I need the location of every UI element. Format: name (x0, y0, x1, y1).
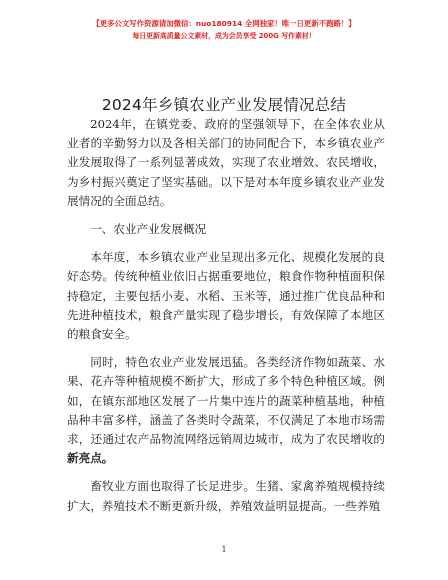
document-body (67, 115, 385, 525)
section-heading: 一、农业产业发展概况 (90, 222, 207, 237)
specialty-paragraph (67, 353, 385, 468)
specialty-paragraph-bold: 新亮点。 (67, 451, 114, 466)
specialty-paragraph-text: 同时，特色农业产业发展迅猛。各类经济作物如蔬菜、水果、花卉等种植规模不断扩大，形成了多个特色种植区域。例如，在镇东部地区发展了一片集中连片的蔬菜种植基地，种植品种丰富多样，涵盖了各类时令蔬菜，不仅满足了本地市场需求，还通过农产品物流网络远销周边城市，成为了农民增收的 (67, 355, 385, 447)
document-title: 2024年乡镇农业产业发展情况总结 (101, 96, 347, 114)
promo-banner-line2: 每日更新高质量公文素材，成为会员享受 200G 写作素材！ (132, 32, 316, 40)
intro-paragraph: 2024年，在镇党委、政府的坚强领导下，在全体农业从业者的辛勤努力以及各相关部门的协同配合下，本乡镇农业产业发展取得了一系列显著成效，实现了农业增效、农民增收，为乡村振兴奠定了坚实基础。以下是对本年度乡镇农业产业发展情况的全面总结。 (67, 117, 385, 208)
livestock-paragraph: 畜牧业方面也取得了长足进步。生猪、家禽养殖规模持续扩大，养殖技术不断更新升级，养殖效益明显提高。一些养殖 (67, 479, 385, 513)
promo-banner-line1: 【更多公文写作资源请加微信：nuo180914 全网独家！唯一日更新不跑路！】 (92, 19, 356, 28)
promo-banner (0, 18, 448, 42)
page-number: 1 (221, 545, 227, 554)
overview-paragraph: 本年度，本乡镇农业产业呈现出多元化、规模化发展的良好态势。传统种植业依旧占据重要地位，粮食作物种植面积保持稳定，主要包括小麦、水稻、玉米等，通过推广优良品种和先进种植技术，粮食产量实现了稳步增长，有效保障了本地区的粮食安全。 (67, 250, 385, 342)
